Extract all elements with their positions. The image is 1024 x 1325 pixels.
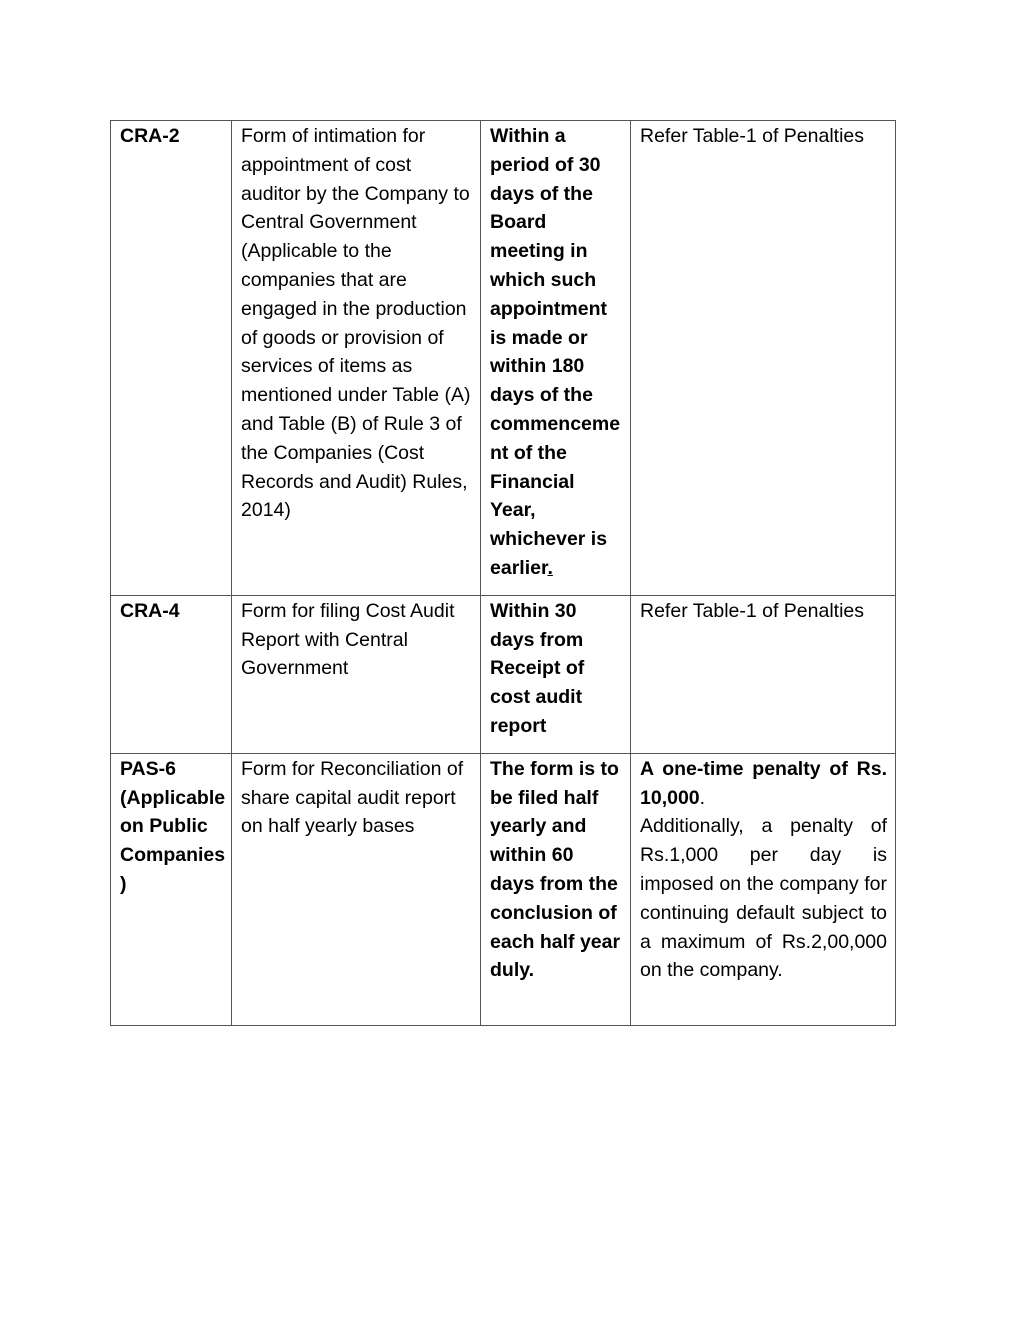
penalty-cell xyxy=(631,753,896,1025)
table-row xyxy=(111,753,896,1025)
due-date-cell xyxy=(481,753,631,1025)
penalty: Refer Table-1 of Penalties xyxy=(640,599,865,622)
table-row xyxy=(111,595,896,753)
penalty-one-time: A one-time penalty of Rs. 10,000 xyxy=(640,757,887,809)
table-row xyxy=(111,121,896,596)
form-code-cell xyxy=(111,753,232,1025)
due-date: The form is to be filed half yearly and within 60 days from the conclusion of each half year duly. xyxy=(490,757,621,982)
due-date-cell xyxy=(481,595,631,753)
forms-table xyxy=(110,120,896,1026)
penalty-summary xyxy=(640,755,887,813)
form-description: Form of intimation for appointment of cost auditor by the Company to Central Government (Applicable to the companies that are engaged in the production of goods or provision of services of items as mentioned under Table (A) and Table (B) of Rule 3 of the Companies (Cost Records and Audit) Rules, 2014) xyxy=(241,125,471,522)
penalty-details: Additionally, a penalty of Rs.1,000 per day is imposed on the company for continuing default subject to a maximum of Rs.2,00,000 on the company. xyxy=(640,815,887,982)
description-cell xyxy=(232,121,481,596)
description-cell xyxy=(232,595,481,753)
form-code-cell xyxy=(111,595,232,753)
penalty-one-time-end: . xyxy=(699,786,706,809)
form-code: CRA-2 xyxy=(120,125,180,147)
due-date: Within 30 days from Receipt of cost audit report xyxy=(490,599,585,737)
form-code: PAS-6 (Applicable on Public Companies ) xyxy=(120,757,226,895)
due-date-cell xyxy=(481,121,631,596)
penalty-cell xyxy=(631,595,896,753)
penalty-cell xyxy=(631,121,896,596)
penalty: Refer Table-1 of Penalties xyxy=(640,125,865,147)
form-code: CRA-4 xyxy=(120,599,180,622)
form-code-cell xyxy=(111,121,232,596)
description-cell xyxy=(232,753,481,1025)
due-date: Within a period of 30 days of the Board meeting in which such appointment is made or within 180 days of the commenceme nt of the Financial Year, whichever is earlier xyxy=(490,125,621,579)
form-description: Form for Reconciliation of share capital audit report on half yearly bases xyxy=(241,757,464,838)
form-description: Form for filing Cost Audit Report with Central Government xyxy=(241,599,455,680)
due-date-end: . xyxy=(547,556,553,579)
